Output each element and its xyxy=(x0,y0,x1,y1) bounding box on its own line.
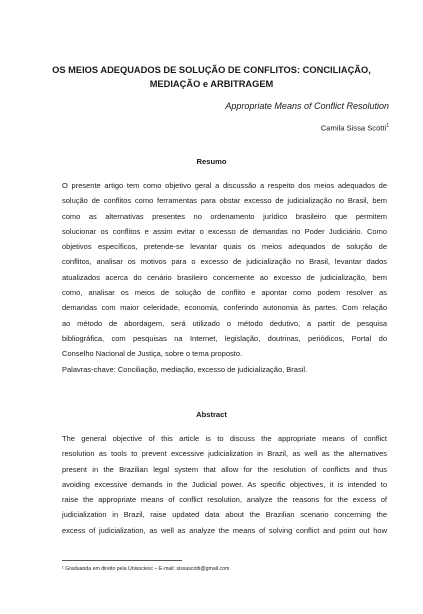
paper-title-line: MEDIAÇÃO e ARBITRAGEM xyxy=(149,79,274,89)
abstract-line: resolution as tools to prevent excessive judicialization in Brazil, as well as the alternatives xyxy=(62,449,387,459)
abstract-line: raise the appropriate means of conflict resolution, analyze the reasons for the excess of xyxy=(62,495,387,505)
resumo-line: demandas com maior celeridade, economia, conferindo autonomia às partes. Com relação xyxy=(62,303,387,313)
abstract-line: excess of judicialization, as well as analyze the means of solving conflict and point out how xyxy=(62,525,387,535)
resumo-line: O presente artigo tem como objetivo geral a discussão a respeito dos meios adequados de xyxy=(62,181,387,190)
resumo-line: bibliográfica, com pesquisas na Internet, legislação, doutrinas, periódicos, Portal do xyxy=(62,333,387,343)
author-line xyxy=(321,123,389,133)
footnote: ¹ Graduanda em direito pela Unisociesc – E-mail: sissascotti@gmail.com xyxy=(62,566,230,572)
resumo-line: como as alternativas presentes no ordenamento jurídico brasileiro que permitem xyxy=(62,211,387,221)
abstract-body xyxy=(62,431,387,538)
author-footnote-mark: 1 xyxy=(386,123,389,129)
resumo-line: objetivos específicos, pretende-se levantar quais os meios adequados de solução de xyxy=(62,242,387,252)
abstract-line: The general objective of this article is to discuss the appropriate means of conflict xyxy=(62,434,387,443)
keywords: Palavras-chave: Conciliação, mediação, excesso de judicialização, Brasil. xyxy=(62,364,308,374)
resumo-line: como, analisar os meios de solução de conflito e apontar como podem resolver as xyxy=(62,288,387,298)
author-name: Camila Sissa Scotti xyxy=(320,123,387,133)
abstract-line: judicialization in Brazil, raise updated data about the Brazilian scenario concerning the xyxy=(62,510,387,520)
resumo-line: solucionar os conflitos e assim evitar o excesso de demandas no Poder Judiciário. Como xyxy=(62,226,387,236)
resumo-line: atualizados acerca do cenário brasileiro concernente ao excesso de judicialização, bem xyxy=(62,272,387,282)
paper-title xyxy=(40,63,383,91)
resumo-heading: Resumo xyxy=(196,157,227,166)
resumo-line: conflitos, analisar os motivos para o excesso de judicialização no Brasil, levantar dados xyxy=(62,257,387,267)
resumo-body xyxy=(62,178,387,377)
abstract-line: present in the Brazilian legal system that allow for the resolution of conflicts and thus xyxy=(62,464,387,474)
resumo-line: ao método de abordagem, será utilizado o método dedutivo, a partir de pesquisa xyxy=(62,318,387,328)
resumo-line: solução de conflitos como ferramentas para obstar excesso de judicialização no Brasil, bem xyxy=(62,196,387,206)
abstract-line: avoiding excessive demands in the Judicial power. As specific objectives, it is intended to xyxy=(62,479,387,489)
paper-subtitle: Appropriate Means of Conflict Resolution xyxy=(225,101,389,111)
abstract-heading: Abstract xyxy=(196,410,227,419)
paper-title-line: OS MEIOS ADEQUADOS DE SOLUÇÃO DE CONFLITOS: CONCILIAÇÃO, xyxy=(52,65,371,75)
footnote-rule xyxy=(62,560,182,561)
resumo-line: Conselho Nacional de Justiça, sobre o tema proposto. xyxy=(62,349,243,359)
